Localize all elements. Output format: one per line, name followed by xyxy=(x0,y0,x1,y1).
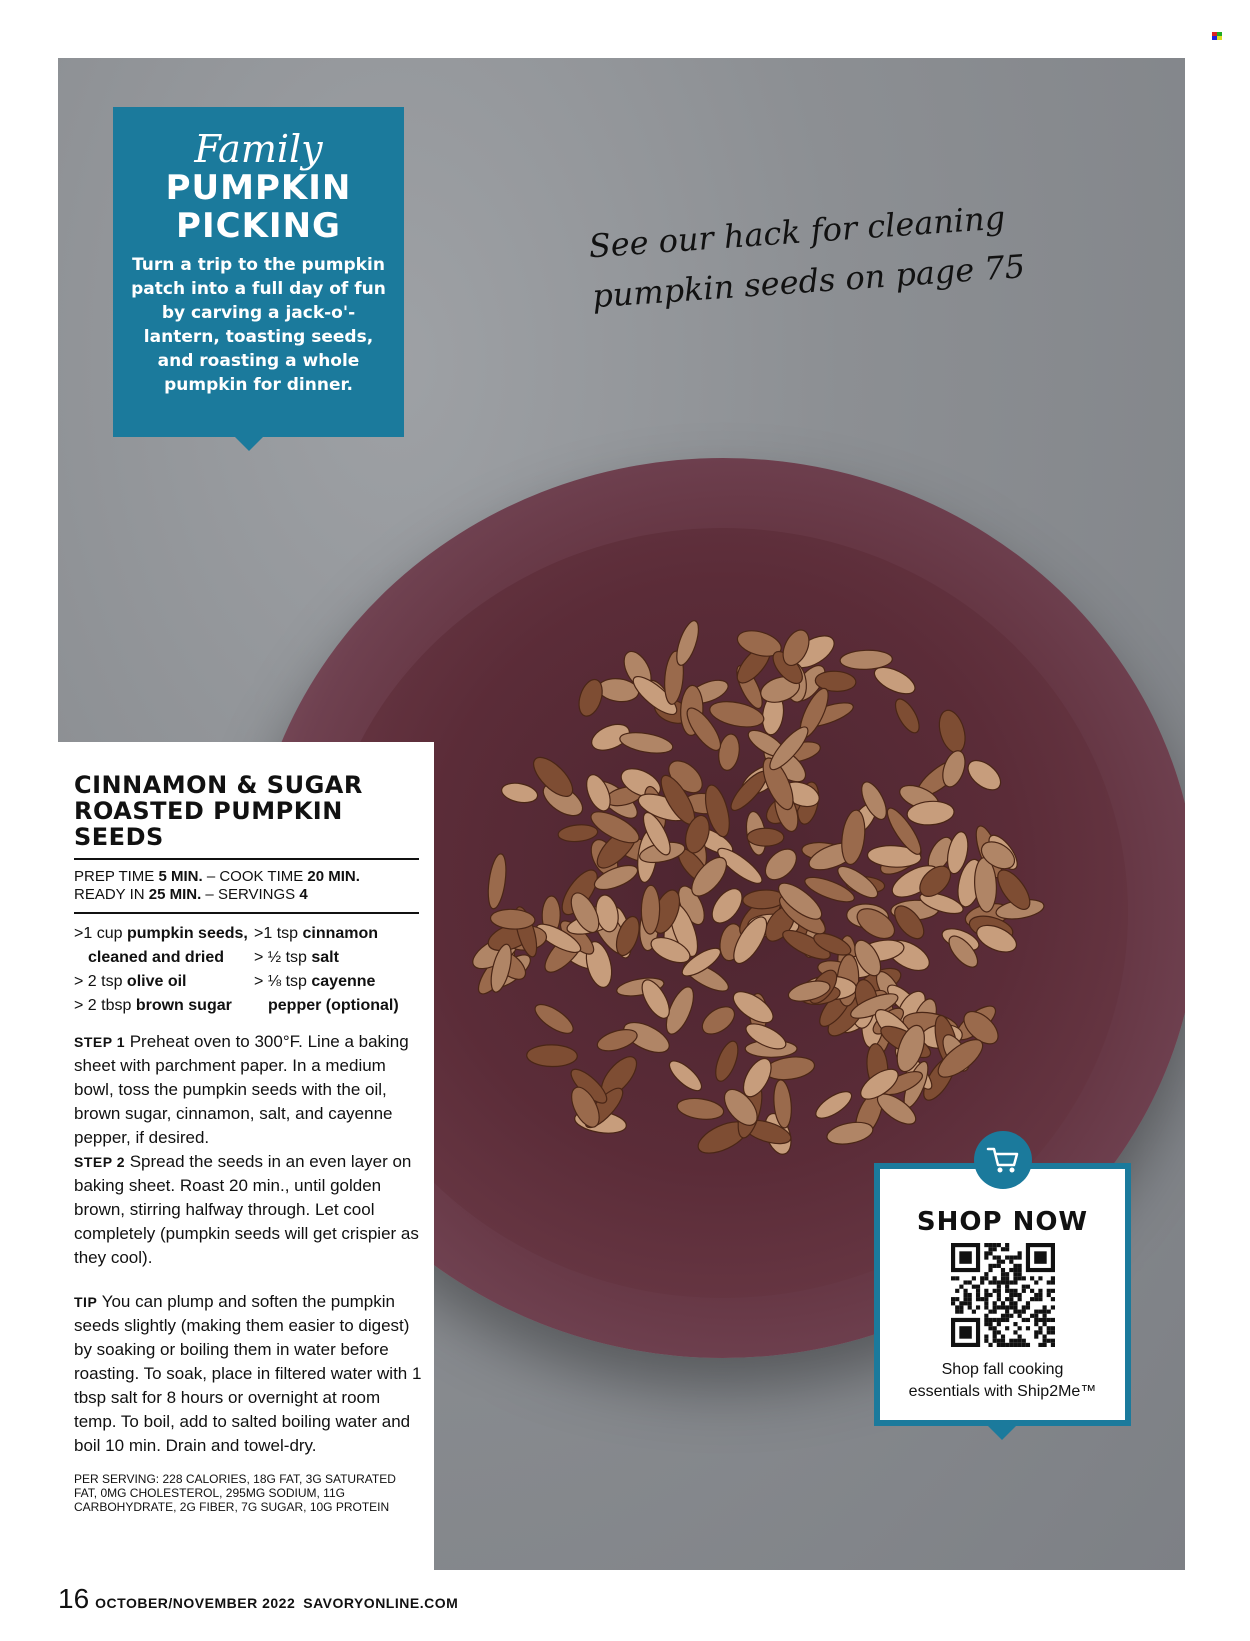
prep-value: 5 MIN. xyxy=(158,868,203,885)
divider xyxy=(74,858,419,860)
step-1-label: STEP 1 xyxy=(74,1034,125,1050)
recipe-steps xyxy=(74,1030,424,1458)
ingredient-name: olive oil xyxy=(126,973,187,990)
ingredient-item xyxy=(254,970,424,1018)
callout-title-line2: PICKING xyxy=(176,206,341,246)
ingredient-item xyxy=(74,922,254,970)
callout-title-line1: PUMPKIN xyxy=(165,168,352,208)
qr-code-icon[interactable] xyxy=(951,1243,1055,1347)
tip-label: TIP xyxy=(74,1294,98,1310)
ingredient-amount: > 2 tsp xyxy=(74,973,127,990)
shop-text-line2: essentials with Ship2Me™ xyxy=(908,1383,1097,1400)
ingredients-column-2 xyxy=(254,922,424,1018)
page-number: 16 xyxy=(58,1583,90,1614)
recipe-title xyxy=(74,772,434,850)
hack-note-line1: See our hack for cleaning xyxy=(587,198,1007,266)
hack-note-line2: pumpkin seeds on page 75 xyxy=(590,247,1027,316)
servings-label: – SERVINGS xyxy=(201,886,300,903)
step-2-label: STEP 2 xyxy=(74,1154,125,1170)
ready-label: READY IN xyxy=(74,886,149,903)
step-1 xyxy=(74,1030,424,1150)
pumpkin-seeds-image xyxy=(453,603,1053,1203)
corner-mark-icon xyxy=(1212,32,1222,40)
shop-now-box[interactable] xyxy=(874,1163,1131,1426)
ingredient-name: salt xyxy=(311,949,339,966)
step-1-text: Preheat oven to 300°F. Line a baking sheet with parchment paper. In a medium bowl, toss the pumpkin seeds with the oil, brown sugar, cinnamon, salt, and cayenne pepper, if desired. xyxy=(74,1032,409,1147)
ingredient-amount: > ½ tsp xyxy=(254,949,312,966)
cook-value: 20 MIN. xyxy=(307,868,360,885)
page-footer xyxy=(58,1583,458,1615)
servings-value: 4 xyxy=(299,886,308,903)
ingredient-amount: >1 cup xyxy=(74,925,127,942)
callout-body: Turn a trip to the pumpkin patch into a full day of fun by carving a jack-o'-lantern, toasting seeds, and roasting a whole pumpkin for dinner. xyxy=(131,255,386,395)
nutrition-info: PER SERVING: 228 CALORIES, 18G FAT, 3G SATURATED FAT, 0MG CHOLESTEROL, 295MG SODIUM, 11G CARBOHYDRATE, 2G FIBER, 7G SUGAR, 10G PROTEIN xyxy=(74,1472,396,1514)
ingredient-item xyxy=(74,970,254,994)
tip-text: You can plump and soften the pumpkin seeds slightly (making them easier to digest) by soaking or boiling them in water before roasting. To soak, place in filtered water with 1 tbsp salt for 8 hours or overnight at room temp. To boil, add to salted boiling water and boil 10 min. Drain and towel-dry. xyxy=(74,1292,422,1455)
cook-label: – COOK TIME xyxy=(202,868,308,885)
ready-value: 25 MIN. xyxy=(148,886,202,903)
shop-now-title: SHOP NOW xyxy=(916,1207,1089,1237)
cart-icon xyxy=(974,1131,1032,1189)
recipe-times xyxy=(74,868,434,904)
recipe-tip xyxy=(74,1290,424,1458)
ingredient-name: brown sugar xyxy=(135,997,232,1014)
site-url[interactable]: SAVORYONLINE.COM xyxy=(303,1595,459,1611)
ingredients-column-1 xyxy=(74,922,254,1018)
recipe-title-line2: ROASTED PUMPKIN SEEDS xyxy=(74,797,343,851)
shop-now-text xyxy=(880,1359,1125,1403)
ingredient-item xyxy=(74,994,254,1018)
prep-label: PREP TIME xyxy=(74,868,159,885)
family-pumpkin-picking-callout xyxy=(113,107,404,437)
ingredient-name: cinnamon xyxy=(302,925,379,942)
ingredient-amount: > 2 tbsp xyxy=(74,997,136,1014)
divider xyxy=(74,912,419,914)
ingredient-amount: > ⅛ tsp xyxy=(254,973,312,990)
step-2 xyxy=(74,1150,424,1270)
shop-text-line1: Shop fall cooking xyxy=(941,1361,1064,1378)
recipe-card xyxy=(58,742,434,1570)
ingredients-list xyxy=(74,922,434,1018)
ingredient-item xyxy=(254,922,424,946)
ingredient-name: cayenne pepper (optional) xyxy=(268,973,399,1014)
recipe-title-line1: CINNAMON & SUGAR xyxy=(74,771,363,799)
callout-script-title: Family xyxy=(194,127,323,171)
issue-date: OCTOBER/NOVEMBER 2022 xyxy=(95,1595,296,1611)
ingredient-name: pumpkin seeds, cleaned and dried xyxy=(88,925,248,966)
ingredient-item xyxy=(254,946,424,970)
step-2-text: Spread the seeds in an even layer on baking sheet. Roast 20 min., until golden brown, stirring halfway through. Let cool completely (pumpkin seeds will get crispier as they cool). xyxy=(74,1152,419,1267)
ingredient-amount: >1 tsp xyxy=(254,925,303,942)
